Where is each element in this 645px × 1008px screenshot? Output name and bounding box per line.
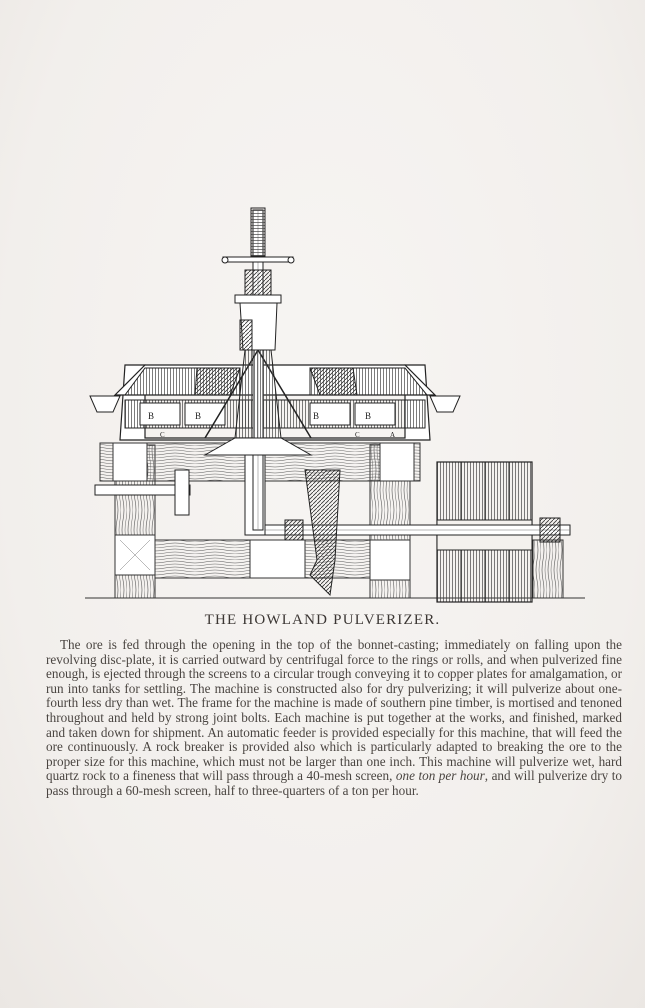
- description-text-part2: , and will pulverize dry to pass through a 60-mesh screen, half to three-quarters of a ton per hour.: [46, 768, 623, 798]
- part-label-c2: C: [355, 431, 360, 439]
- description-text-part1: The ore is fed through the opening in the top of the bonnet-casting; immediately on falling upon the revolving disc-plate, it is carried outward by centrifugal force to the rings or rolls, and when pulverized fine enough, is ejected through the screens to a circular trough conveying it to copper plates for amalgamation, or run into tanks for settling. The machine is constructed also for dry pulverizing; it will pulverize about one-fourth less dry than wet. The frame for the machine is made of southern pine timber, is mortised and tenoned throughout and held by strong joint bolts. Each machine is put together at the works, and finished, marked and taken down for shipment. An automatic feeder is provided especially for this machine, that will feed the ore continuously. A rock breaker is provided also which is particularly adapted to breaking the ore to the proper size for this machine, which must not be larger than one inch. This machine will pulverize wet, hard quartz rock to a fineness that will pass through a 40-mesh screen,: [46, 637, 622, 784]
- description-paragraph: [46, 638, 622, 799]
- description-emphasis: one ton per hour: [395, 768, 485, 784]
- roller-label-b1: B: [148, 411, 155, 421]
- pulverizer-illustration: [85, 200, 585, 610]
- part-label-c1: C: [160, 431, 165, 439]
- roller-label-b3: B: [313, 411, 320, 421]
- roller-label-b4: B: [365, 411, 372, 421]
- roller-label-b2: B: [195, 411, 202, 421]
- figure-caption: THE HOWLAND PULVERIZER.: [204, 612, 441, 628]
- part-label-a: A: [390, 431, 396, 439]
